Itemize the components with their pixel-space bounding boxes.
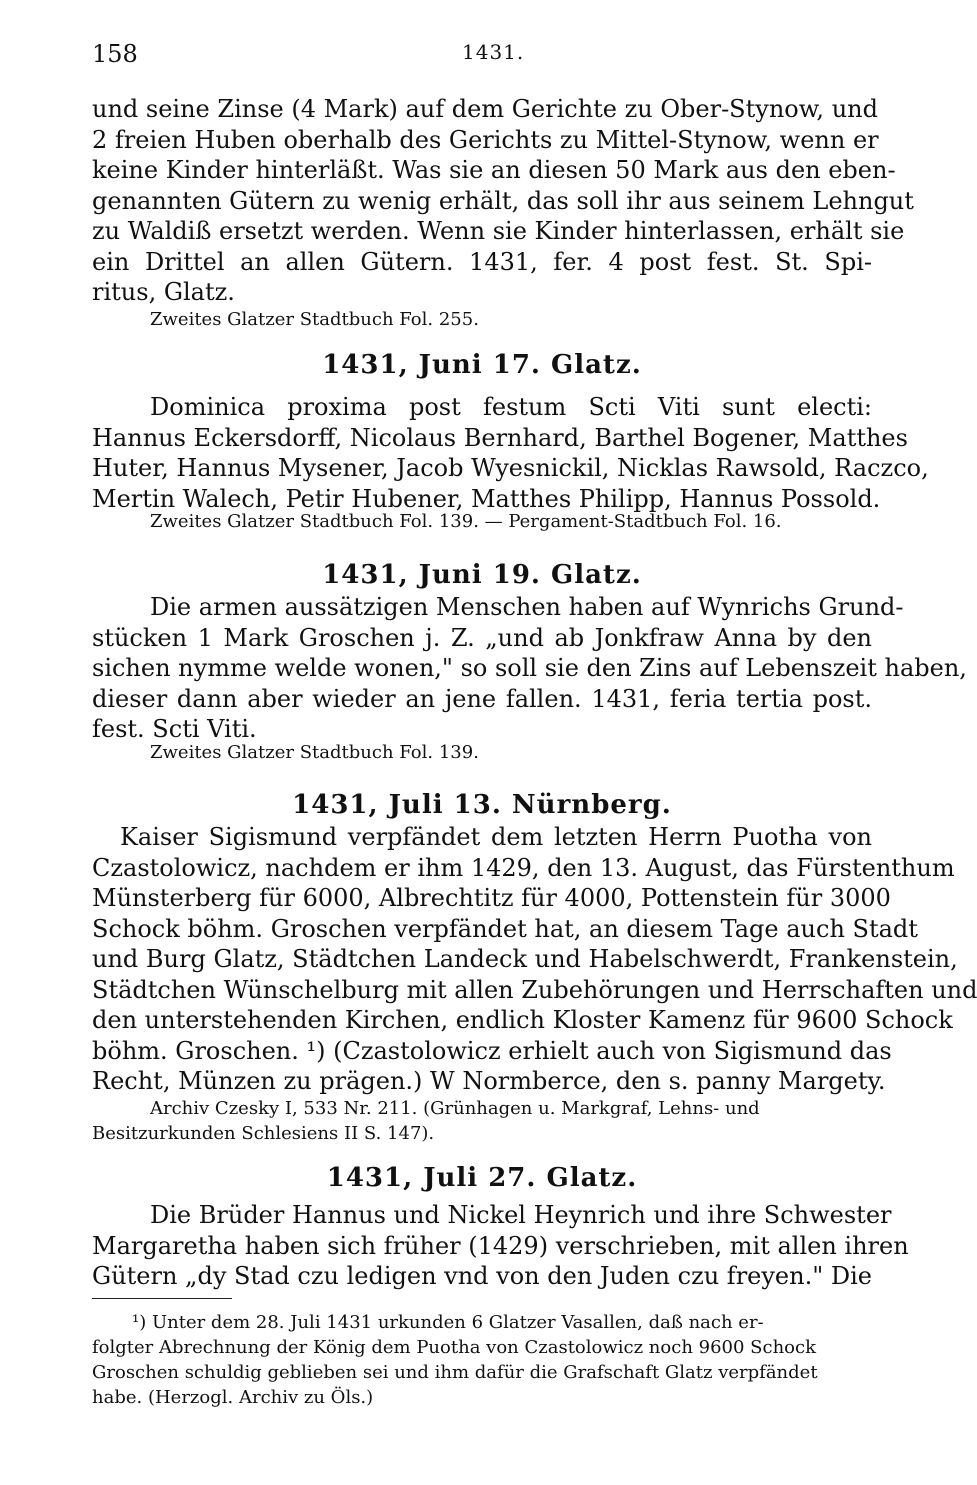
- text-line: Recht, Münzen zu prägen.) W Normberce, den s. panny Margety.: [92, 1067, 886, 1095]
- entry-heading: 1431, Juli 27. Glatz.: [326, 1163, 638, 1193]
- text-line: keine Kinder hinterläßt. Was sie an diesen 50 Mark aus den eben-: [92, 156, 896, 184]
- text-line: sichen nymme welde wonen," so soll sie den Zins auf Lebenszeit haben,: [92, 654, 967, 682]
- source-citation: Zweites Glatzer Stadtbuch Fol. 139.: [150, 742, 479, 763]
- footnote-line: Groschen schuldig geblieben sei und ihm dafür die Grafschaft Glatz verpfändet: [92, 1362, 818, 1383]
- entry-paragraph: [92, 592, 967, 745]
- source-citation: Zweites Glatzer Stadtbuch Fol. 139. — Pergament-Stadtbuch Fol. 16.: [150, 511, 782, 532]
- text-line: zu Waldiß ersetzt werden. Wenn sie Kinder hinterlassen, erhält sie: [92, 217, 905, 245]
- continuation-paragraph: [92, 94, 914, 308]
- text-line: Münsterberg für 6000, Albrechtitz für 4000, Pottenstein für 3000: [92, 884, 891, 912]
- text-line: Dominica proxima post festum Scti Viti sunt electi:: [150, 393, 872, 421]
- text-line: und seine Zinse (4 Mark) auf dem Gerichte zu Ober-Stynow, und: [92, 95, 878, 123]
- source-citation-line: Archiv Czesky I, 533 Nr. 211. (Grünhagen u. Markgraf, Lehns- und: [150, 1098, 760, 1119]
- entry-heading: 1431, Juni 17. Glatz.: [322, 350, 642, 380]
- text-line: und Burg Glatz, Städtchen Landeck und Habelschwerdt, Frankenstein,: [92, 945, 958, 973]
- text-line: Mertin Walech, Petir Hubener, Matthes Philipp, Hannus Possold.: [92, 484, 881, 513]
- footnote-line: folgter Abrechnung der König dem Puotha von Czastolowicz noch 9600 Schock: [92, 1337, 816, 1358]
- source-citation-line: Besitzurkunden Schlesiens II S. 147).: [92, 1123, 435, 1144]
- footnote-line: habe. (Herzogl. Archiv zu Öls.): [92, 1387, 374, 1408]
- text-line: Gütern „dy Stad czu ledigen vnd von den Juden czu freyen." Die: [92, 1262, 872, 1290]
- text-line: Kaiser Sigismund verpfändet dem letzten Herrn Puotha von: [120, 823, 872, 851]
- running-head: [92, 40, 872, 70]
- entry-paragraph: [92, 1200, 909, 1292]
- text-line: Die Brüder Hannus und Nickel Heynrich und ihre Schwester: [150, 1201, 892, 1229]
- footnote-divider: [92, 1298, 232, 1299]
- page-number: 158: [92, 40, 138, 68]
- text-line: ritus, Glatz.: [92, 278, 235, 306]
- text-line: stücken 1 Mark Groschen j. Z. „und ab Jonkfraw Anna by den: [92, 623, 872, 652]
- text-line: 2 freien Huben oberhalb des Gerichts zu Mittel-Stynow, wenn er: [92, 125, 879, 154]
- text-line: fest. Scti Viti.: [92, 715, 257, 743]
- text-line: Schock böhm. Groschen verpfändet hat, an diesem Tage auch Stadt: [92, 914, 918, 943]
- text-line: böhm. Groschen. ¹) (Czastolowicz erhielt auch von Sigismund das: [92, 1036, 892, 1065]
- running-year: 1431.: [462, 40, 525, 64]
- entry-paragraph: [92, 822, 977, 1097]
- text-line: Huter, Hannus Mysener, Jacob Wyesnickil, Nicklas Rawsold, Raczco,: [92, 454, 929, 482]
- text-line: Städtchen Wünschelburg mit allen Zubehörungen und Herrschaften und: [92, 975, 977, 1004]
- entry-heading: 1431, Juni 19. Glatz.: [322, 560, 642, 590]
- text-line: Hannus Eckersdorff, Nicolaus Bernhard, Barthel Bogener, Matthes: [92, 423, 908, 452]
- footnote: [92, 1310, 872, 1410]
- text-line: ein Drittel an allen Gütern. 1431, fer. 4 post fest. St. Spi-: [92, 247, 872, 276]
- text-line: Die armen aussätzigen Menschen haben auf Wynrichs Grund-: [150, 593, 904, 621]
- source-citation: Zweites Glatzer Stadtbuch Fol. 255.: [150, 309, 479, 330]
- text-line: Czastolowicz, nachdem er ihm 1429, den 13. August, das Fürstenthum: [92, 853, 955, 882]
- text-line: Margaretha haben sich früher (1429) verschrieben, mit allen ihren: [92, 1231, 909, 1260]
- text-line: den unterstehenden Kirchen, endlich Kloster Kamenz für 9600 Schock: [92, 1006, 953, 1034]
- entry-heading: 1431, Juli 13. Nürnberg.: [292, 790, 672, 820]
- entry-paragraph: [92, 392, 929, 514]
- text-line: dieser dann aber wieder an jene fallen. 1431, feria tertia post.: [92, 684, 872, 713]
- text-line: genannten Gütern zu wenig erhält, das soll ihr aus seinem Lehngut: [92, 186, 914, 215]
- footnote-line: ¹) Unter dem 28. Juli 1431 urkunden 6 Glatzer Vasallen, daß nach er-: [132, 1312, 764, 1333]
